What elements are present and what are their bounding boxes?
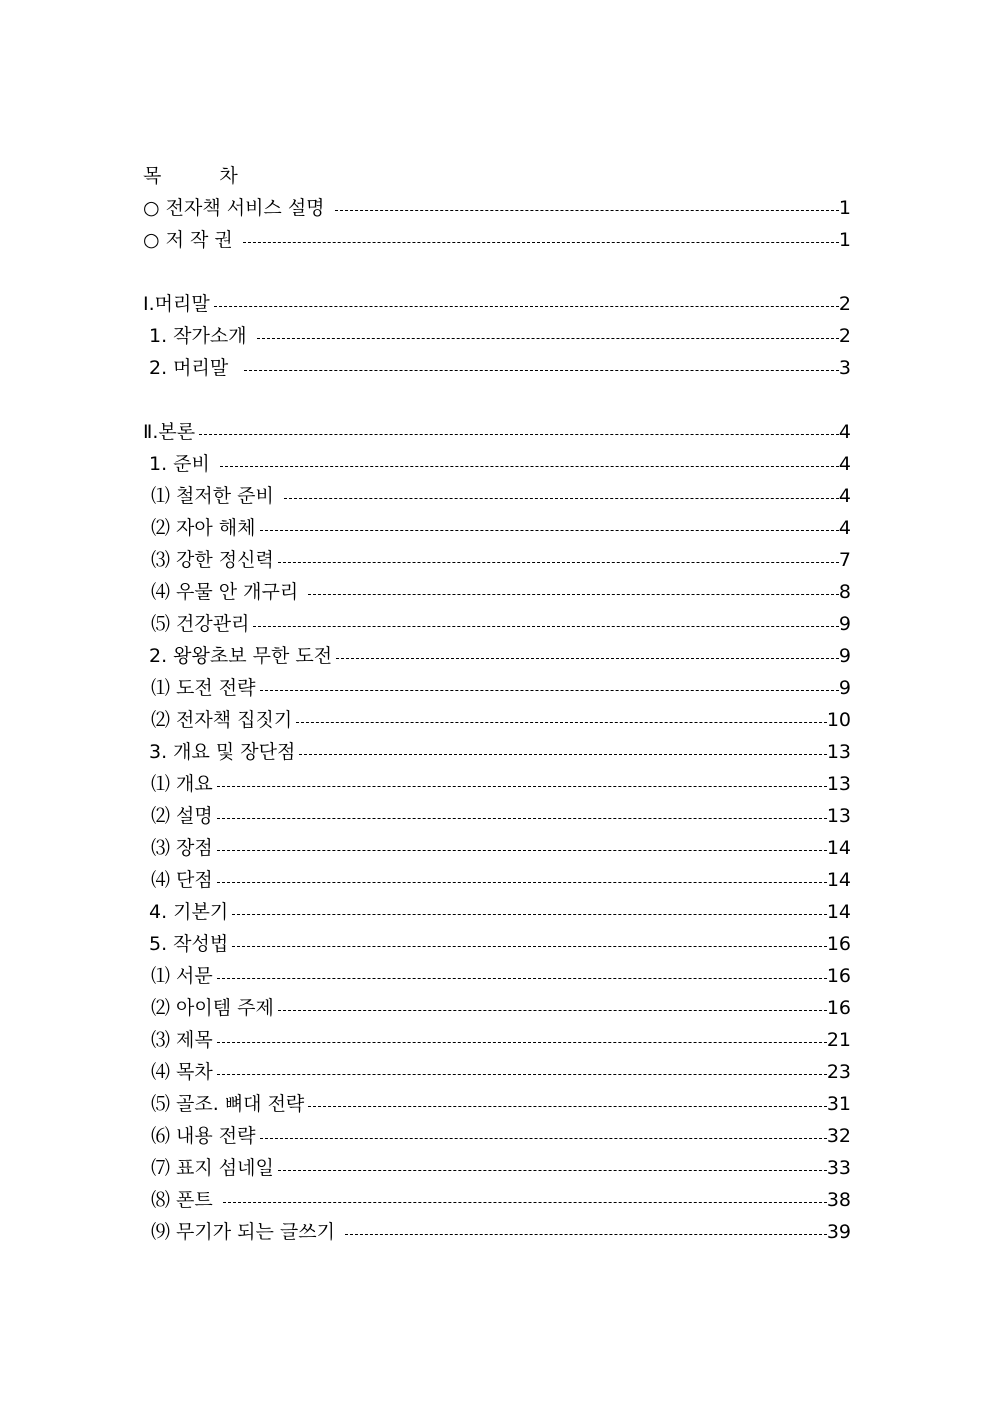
toc-entry[interactable] <box>143 768 851 800</box>
dotted-leader <box>217 882 827 883</box>
toc-entry[interactable] <box>143 1120 851 1152</box>
toc-entry-label: ⑴ 서문 <box>151 965 213 987</box>
toc-entry[interactable] <box>143 448 851 480</box>
dotted-leader <box>308 1106 827 1107</box>
dotted-leader <box>232 914 827 915</box>
toc-entry[interactable] <box>143 288 851 320</box>
toc-entry-label: ⑶ 제목 <box>151 1029 213 1051</box>
toc-entry-page-number: 21 <box>826 1029 851 1051</box>
toc-entry-label: 1. 작가소개 <box>149 325 253 347</box>
toc-entry-label: ⑷ 목차 <box>151 1061 213 1083</box>
toc-entry-label: ⑵ 아이템 주제 <box>151 997 274 1019</box>
toc-entry-label: Ⅰ.머리말 <box>143 293 210 315</box>
dotted-leader <box>232 946 827 947</box>
toc-entry[interactable] <box>143 608 851 640</box>
toc-entry[interactable] <box>143 224 851 256</box>
toc-entry-label: ⑸ 건강관리 <box>151 613 250 635</box>
dotted-leader <box>284 498 839 499</box>
toc-entry-page-number: 2 <box>838 293 851 315</box>
toc-entry[interactable] <box>143 416 851 448</box>
dotted-leader <box>223 1202 827 1203</box>
toc-entry-page-number: 13 <box>826 805 851 827</box>
toc-entry-page-number: 4 <box>838 421 851 443</box>
toc-entry-page-number: 14 <box>826 837 851 859</box>
toc-entry[interactable] <box>143 928 851 960</box>
toc-entry-page-number: 9 <box>838 677 851 699</box>
toc-entry-page-number: 32 <box>826 1125 851 1147</box>
toc-entry-page-number: 16 <box>826 997 851 1019</box>
toc-entry-label: 2. 머리말 <box>149 357 241 379</box>
toc-entry-page-number: 4 <box>838 453 851 475</box>
dotted-leader <box>217 818 827 819</box>
toc-entry[interactable] <box>143 480 851 512</box>
section-gap <box>143 256 851 288</box>
toc-entry-label: ⑴ 도전 전략 <box>151 677 256 699</box>
dotted-leader <box>220 466 839 467</box>
toc-entry-page-number: 4 <box>838 485 851 507</box>
dotted-leader <box>278 1010 827 1011</box>
toc-entry-label: ⑶ 강한 정신력 <box>151 549 274 571</box>
toc-entry-label: ⑴ 철저한 준비 <box>151 485 280 507</box>
dotted-leader <box>217 1074 827 1075</box>
toc-entry-label: 1. 준비 <box>149 453 216 475</box>
toc-entry-page-number: 14 <box>826 901 851 923</box>
toc-entry[interactable] <box>143 736 851 768</box>
toc-entry[interactable] <box>143 1152 851 1184</box>
dotted-leader <box>217 1042 827 1043</box>
toc-entry[interactable] <box>143 1216 851 1248</box>
toc-entry-page-number: 1 <box>838 229 851 251</box>
toc-entry-label: ⑷ 단점 <box>151 869 213 891</box>
dotted-leader <box>217 850 827 851</box>
toc-entry[interactable] <box>143 704 851 736</box>
dotted-leader <box>243 242 839 243</box>
toc-entry-label: 4. 기본기 <box>149 901 229 923</box>
toc-entry[interactable] <box>143 512 851 544</box>
dotted-leader <box>278 562 839 563</box>
toc-entry-label: ⑹ 내용 전략 <box>151 1125 256 1147</box>
toc-entry-page-number: 8 <box>838 581 851 603</box>
toc-title: 목 차 <box>143 165 264 187</box>
toc-entry-label: ⑻ 폰트 <box>151 1189 219 1211</box>
dotted-leader <box>308 594 839 595</box>
toc-entry[interactable] <box>143 640 851 672</box>
toc-entry[interactable] <box>143 576 851 608</box>
dotted-leader <box>257 338 839 339</box>
dotted-leader <box>244 370 839 371</box>
toc-entry-label: ○ 저 작 권 <box>143 229 239 251</box>
dotted-leader <box>260 690 839 691</box>
toc-entry-page-number: 38 <box>826 1189 851 1211</box>
dotted-leader <box>217 978 827 979</box>
dotted-leader <box>260 1138 827 1139</box>
toc-entry-label: ⑴ 개요 <box>151 773 213 795</box>
dotted-leader <box>217 786 827 787</box>
toc-entry-label: ⑵ 설명 <box>151 805 213 827</box>
toc-entry-page-number: 10 <box>826 709 851 731</box>
toc-entry[interactable] <box>143 320 851 352</box>
toc-entry[interactable] <box>143 832 851 864</box>
toc-entry[interactable] <box>143 960 851 992</box>
toc-entry-label: 5. 작성법 <box>149 933 229 955</box>
toc-entry[interactable] <box>143 672 851 704</box>
toc-entry-label: ⑼ 무기가 되는 글쓰기 <box>151 1221 341 1243</box>
toc-entry[interactable] <box>143 1024 851 1056</box>
toc-entry-label: 2. 왕왕초보 무한 도전 <box>149 645 333 667</box>
toc-entry-page-number: 13 <box>826 773 851 795</box>
toc-entry-page-number: 4 <box>838 517 851 539</box>
toc-entry-page-number: 14 <box>826 869 851 891</box>
toc-entry-page-number: 16 <box>826 965 851 987</box>
toc-entry-label: ⑶ 장점 <box>151 837 213 859</box>
toc-entry[interactable] <box>143 544 851 576</box>
dotted-leader <box>299 754 826 755</box>
toc-entry-page-number: 3 <box>838 357 851 379</box>
toc-entry[interactable] <box>143 864 851 896</box>
dotted-leader <box>336 658 839 659</box>
toc-entry-page-number: 9 <box>838 613 851 635</box>
toc-entry-label: ⑸ 골조. 뼈대 전략 <box>151 1093 305 1115</box>
toc-entry[interactable] <box>143 192 851 224</box>
dotted-leader <box>345 1234 827 1235</box>
toc-entry[interactable] <box>143 352 851 384</box>
toc-entry[interactable] <box>143 992 851 1024</box>
toc-entry-page-number: 39 <box>826 1221 851 1243</box>
toc-entry-page-number: 33 <box>826 1157 851 1179</box>
toc-entry[interactable] <box>143 896 851 928</box>
toc-entry-page-number: 16 <box>826 933 851 955</box>
toc-entry-label: ⑵ 자아 해체 <box>151 517 256 539</box>
table-of-contents <box>143 160 851 1248</box>
toc-entry-page-number: 23 <box>826 1061 851 1083</box>
toc-entry[interactable] <box>143 800 851 832</box>
toc-entry-label: ⑷ 우물 안 개구리 <box>151 581 305 603</box>
toc-entry[interactable] <box>143 1088 851 1120</box>
toc-entry-page-number: 13 <box>826 741 851 763</box>
dotted-leader <box>278 1170 827 1171</box>
toc-entry-page-number: 7 <box>838 549 851 571</box>
toc-entry[interactable] <box>143 1184 851 1216</box>
toc-entry-label: ⑺ 표지 섬네일 <box>151 1157 274 1179</box>
section-gap <box>143 384 851 416</box>
toc-entry-page-number: 31 <box>826 1093 851 1115</box>
dotted-leader <box>199 434 839 435</box>
toc-entry-page-number: 1 <box>838 197 851 219</box>
toc-entry[interactable] <box>143 1056 851 1088</box>
dotted-leader <box>253 626 838 627</box>
dotted-leader <box>214 306 839 307</box>
toc-entry-label: ⑵ 전자책 집짓기 <box>151 709 293 731</box>
dotted-leader <box>260 530 839 531</box>
dotted-leader <box>296 722 827 723</box>
toc-entry-page-number: 2 <box>838 325 851 347</box>
toc-entry-page-number: 9 <box>838 645 851 667</box>
toc-entry-label: ○ 전자책 서비스 설명 <box>143 197 331 219</box>
toc-entry-label: 3. 개요 및 장단점 <box>149 741 296 763</box>
toc-entry-label: Ⅱ.본론 <box>143 421 196 443</box>
dotted-leader <box>335 210 839 211</box>
